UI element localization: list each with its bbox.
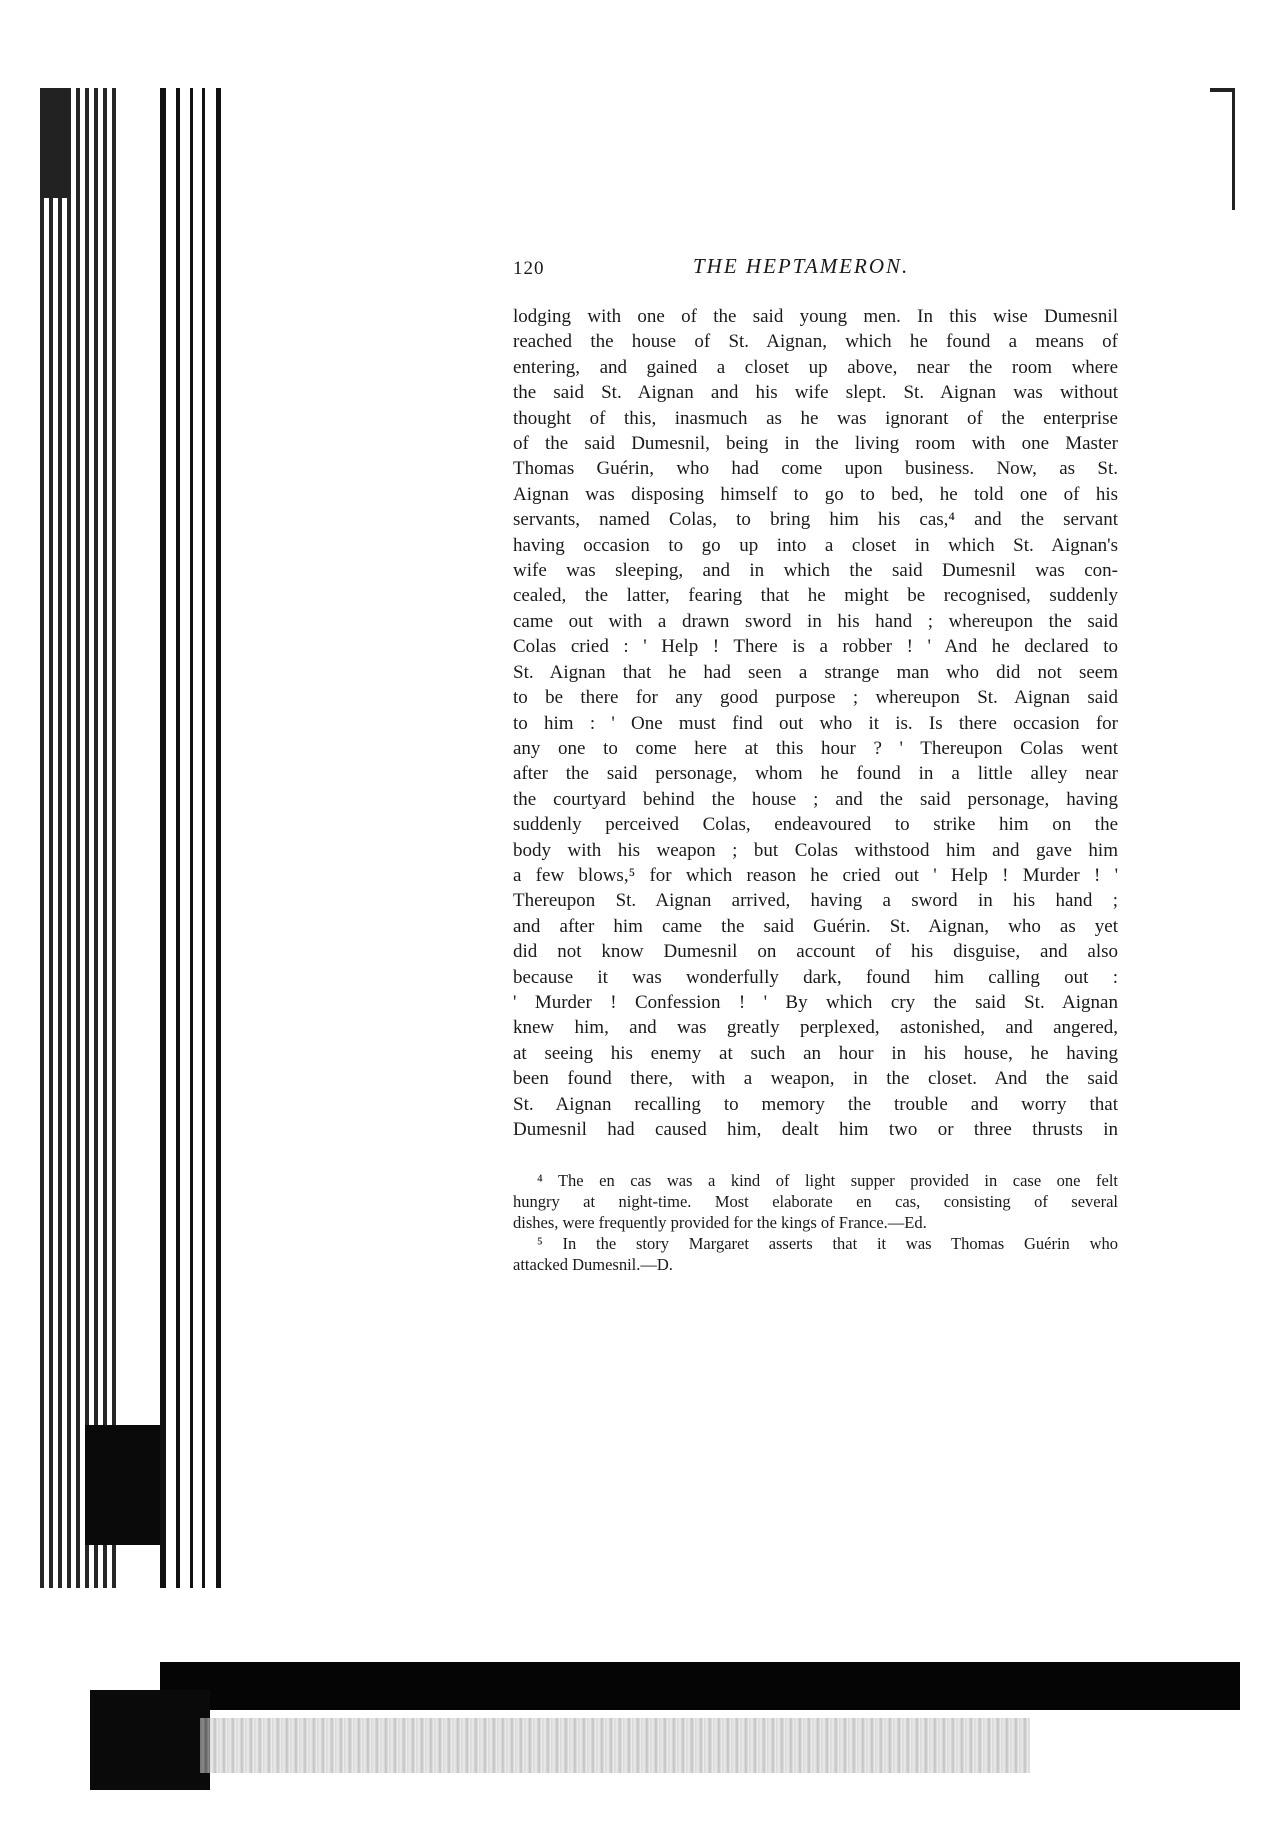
footnote-line: ⁴ The en cas was a kind of light supper provided in case one felt <box>537 1171 1118 1191</box>
book-gutter <box>40 88 230 1588</box>
footnote-4 <box>513 1170 1118 1233</box>
text-line: Colas cried : ' Help ! There is a robber ! ' And he declared to <box>513 636 1118 658</box>
text-line: at seeing his enemy at such an hour in his house, he having <box>513 1042 1118 1064</box>
text-line: thought of this, inasmuch as he was ignorant of the enterprise <box>513 407 1118 429</box>
text-line: entering, and gained a closet up above, near the room where <box>513 356 1118 378</box>
text-line: suddenly perceived Colas, endeavoured to strike him on the <box>513 814 1118 836</box>
scan-page-corner <box>1210 88 1235 210</box>
text-line: Aignan was disposing himself to go to bed, he told one of his <box>513 483 1118 505</box>
footnote-line: attacked Dumesnil.—D. <box>513 1255 673 1275</box>
text-line: any one to come here at this hour ? ' Thereupon Colas went <box>513 737 1118 759</box>
footnote-5 <box>513 1233 1118 1275</box>
text-line: because it was wonderfully dark, found him calling out : <box>513 966 1118 988</box>
text-line: St. Aignan that he had seen a strange man who did not seem <box>513 661 1118 683</box>
text-line: St. Aignan recalling to memory the trouble and worry that <box>513 1093 1118 1115</box>
text-line: a few blows,⁵ for which reason he cried out ' Help ! Murder ! ' <box>513 864 1118 886</box>
body-text <box>513 304 1118 1142</box>
text-line: servants, named Colas, to bring him his cas,⁴ and the servant <box>513 509 1118 531</box>
text-line: reached the house of St. Aignan, which he found a means of <box>513 331 1118 353</box>
text-line: the said St. Aignan and his wife slept. St. Aignan was without <box>513 382 1118 404</box>
text-line: to be there for any good purpose ; whereupon St. Aignan said <box>513 687 1118 709</box>
footnote-line: dishes, were frequently provided for the kings of France.—Ed. <box>513 1213 927 1233</box>
text-line: been found there, with a weapon, in the closet. And the said <box>513 1068 1118 1090</box>
scan-bottom-corner <box>90 1690 210 1790</box>
text-line: cealed, the latter, fearing that he might be recognised, suddenly <box>513 585 1118 607</box>
running-title: THE HEPTAMERON. <box>693 254 910 278</box>
text-line: having occasion to go up into a closet in which St. Aignan's <box>513 534 1118 556</box>
text-line: to him : ' One must find out who it is. Is there occasion for <box>513 712 1118 734</box>
text-line: knew him, and was greatly perplexed, astonished, and angered, <box>513 1017 1118 1039</box>
text-line: ' Murder ! Confession ! ' By which cry the said St. Aignan <box>513 991 1118 1013</box>
text-line: wife was sleeping, and in which the said Dumesnil was con- <box>513 560 1118 582</box>
text-line: Thereupon St. Aignan arrived, having a sword in his hand ; <box>513 890 1118 912</box>
text-line: Thomas Guérin, who had come upon business. Now, as St. <box>513 458 1118 480</box>
scan-gutter-dark-block <box>85 1425 160 1545</box>
text-line: of the said Dumesnil, being in the living room with one Master <box>513 433 1118 455</box>
scan-bottom-noise <box>200 1718 1030 1773</box>
running-head <box>513 250 1118 290</box>
text-line: body with his weapon ; but Colas withstood him and gave him <box>513 839 1118 861</box>
text-line: did not know Dumesnil on account of his disguise, and also <box>513 941 1118 963</box>
text-line: Dumesnil had caused him, dealt him two or three thrusts in <box>513 1119 1118 1140</box>
scan-bottom-edge <box>160 1662 1240 1710</box>
page-number: 120 <box>513 258 545 279</box>
text-line: came out with a drawn sword in his hand ; whereupon the said <box>513 610 1118 632</box>
text-line: and after him came the said Guérin. St. Aignan, who as yet <box>513 915 1118 937</box>
footnotes <box>513 1170 1118 1275</box>
text-line: lodging with one of the said young men. In this wise Dumesnil <box>513 306 1118 327</box>
text-line: after the said personage, whom he found in a little alley near <box>513 763 1118 785</box>
book-page <box>513 250 1118 1275</box>
footnote-line: ⁵ In the story Margaret asserts that it was Thomas Guérin who <box>537 1234 1118 1254</box>
text-line: the courtyard behind the house ; and the said personage, having <box>513 788 1118 810</box>
footnote-line: hungry at night-time. Most elaborate en cas, consisting of several <box>513 1192 1118 1212</box>
